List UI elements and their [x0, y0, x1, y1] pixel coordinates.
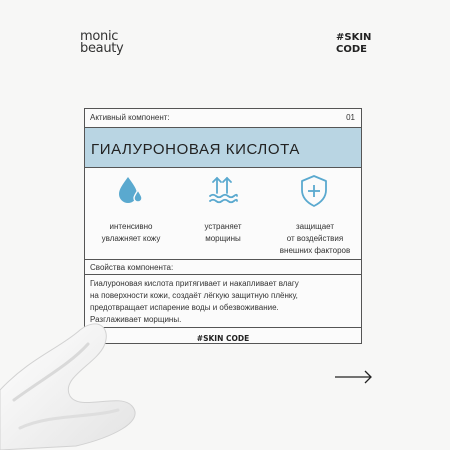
water-drop-icon — [113, 173, 149, 209]
tag-line1: #SKIN — [336, 32, 372, 43]
brand-line2: beauty — [80, 41, 124, 56]
caption-line: защищает — [295, 222, 335, 231]
ingredient-title: ГИАЛУРОНОВАЯ КИСЛОТА — [91, 141, 300, 158]
properties-label: Свойства компонента: — [90, 263, 174, 272]
arrow-right-icon[interactable] — [334, 370, 374, 384]
component-header — [85, 109, 361, 128]
component-number: 01 — [346, 113, 355, 122]
title-band — [85, 128, 361, 168]
cream-swatch — [0, 318, 150, 450]
description-line: на поверхности кожи, создаёт лёгкую защитную плёнку, — [90, 291, 298, 300]
benefit-caption — [85, 221, 177, 245]
caption-line: увлажняет кожу — [101, 234, 161, 243]
benefit-wrinkles — [177, 171, 269, 263]
shield-plus-icon — [297, 173, 333, 209]
caption-line: от воздействия — [286, 234, 344, 243]
description-line: предотвращает испарение воды и обезвоживание. — [90, 303, 279, 312]
benefit-hydration — [85, 171, 177, 263]
benefit-caption — [269, 221, 361, 257]
brand-logo — [80, 31, 140, 55]
benefit-protection — [269, 171, 361, 263]
benefit-caption — [177, 221, 269, 245]
component-label: Активный компонент: — [90, 113, 170, 122]
footer-tag: #SKIN CODE — [196, 334, 250, 343]
caption-line: внешних факторов — [279, 246, 351, 255]
caption-line: устраняет — [204, 222, 242, 231]
properties-header — [85, 259, 361, 275]
description-line: Гиалуроновая кислота притягивает и накапливает влагу — [90, 279, 299, 288]
caption-line: интенсивно — [109, 222, 153, 231]
description-line: Разглаживает морщины. — [90, 315, 182, 324]
skin-code-tag — [336, 32, 396, 56]
brand-line1: monic — [80, 29, 119, 44]
caption-line: морщины — [205, 234, 241, 243]
wave-arrows-icon — [205, 173, 241, 209]
ingredient-card — [84, 108, 362, 344]
tag-line2: CODE — [336, 44, 367, 55]
